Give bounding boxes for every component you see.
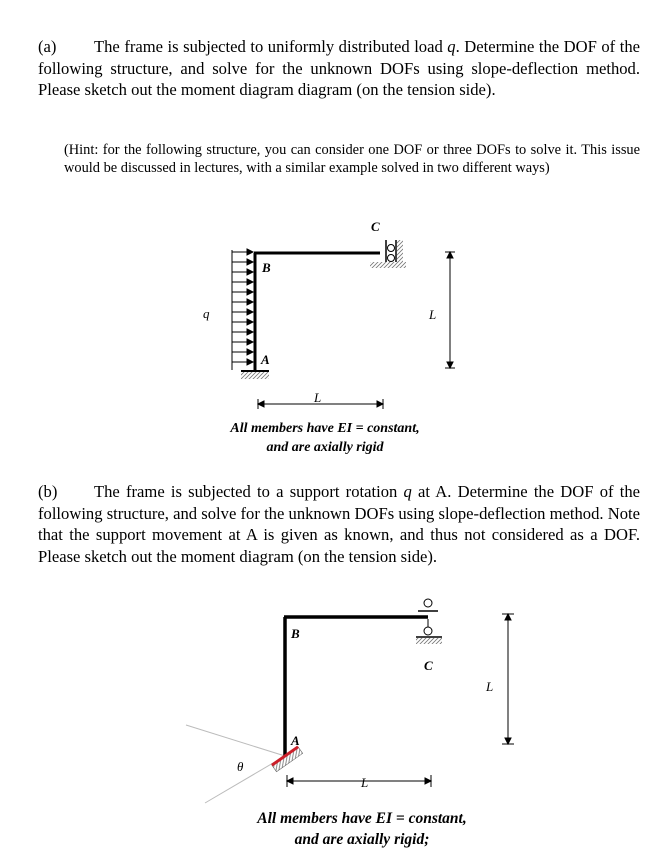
rotated-fixed-support-a	[272, 747, 303, 772]
caption-a-line1: All members have EI = constant,	[230, 421, 420, 436]
angle-reference-line	[186, 725, 285, 756]
roller-support-c	[416, 599, 442, 644]
caption-b-line1: All members have EI = constant,	[257, 810, 467, 827]
node-label-b: B	[262, 260, 271, 275]
node-label-a: A	[261, 352, 270, 367]
part-a-hint: (Hint: for the following structure, you can consider one DOF or three DOFs to solve it. This issue would be discussed in lectures, with a similar example solved in two different ways)	[64, 142, 640, 176]
caption-a-line2: and are axially rigid	[266, 440, 384, 455]
part-b-label: (b)	[38, 482, 58, 501]
part-b-text: The frame is subjected to a support rotation q at A. Determine the DOF of the following structure, and solve for the unknown DOFs using slope-deflection method. Note that the support movement at A is given as known, and thus not considered as a DOF. Please sketch out the moment diagram (on the tension side).	[38, 482, 640, 566]
caption-b-line2: and are axially rigid;	[294, 831, 430, 848]
node-label-c: C	[371, 219, 380, 234]
height-label: L	[429, 307, 437, 322]
height-label: L	[486, 679, 494, 694]
node-label-c: C	[424, 658, 433, 673]
node-label-b: B	[291, 626, 300, 641]
rotation-label-theta: θ	[237, 759, 244, 774]
rotation-symbol: q	[403, 482, 412, 501]
load-label-q: q	[203, 306, 210, 321]
part-a-text: The frame is subjected to uniformly distributed load q. Determine the DOF of the following structure, and solve for the unknown DOFs using slope-deflection method. Please sketch out the moment diagram diagram (on the tension side).	[38, 37, 640, 99]
node-label-a: A	[291, 733, 300, 748]
span-label: L	[361, 775, 369, 790]
span-label: L	[314, 390, 322, 405]
part-a-label: (a)	[38, 37, 57, 56]
load-symbol: q	[447, 37, 456, 56]
span-dimension	[287, 775, 431, 787]
height-dimension	[502, 614, 514, 744]
